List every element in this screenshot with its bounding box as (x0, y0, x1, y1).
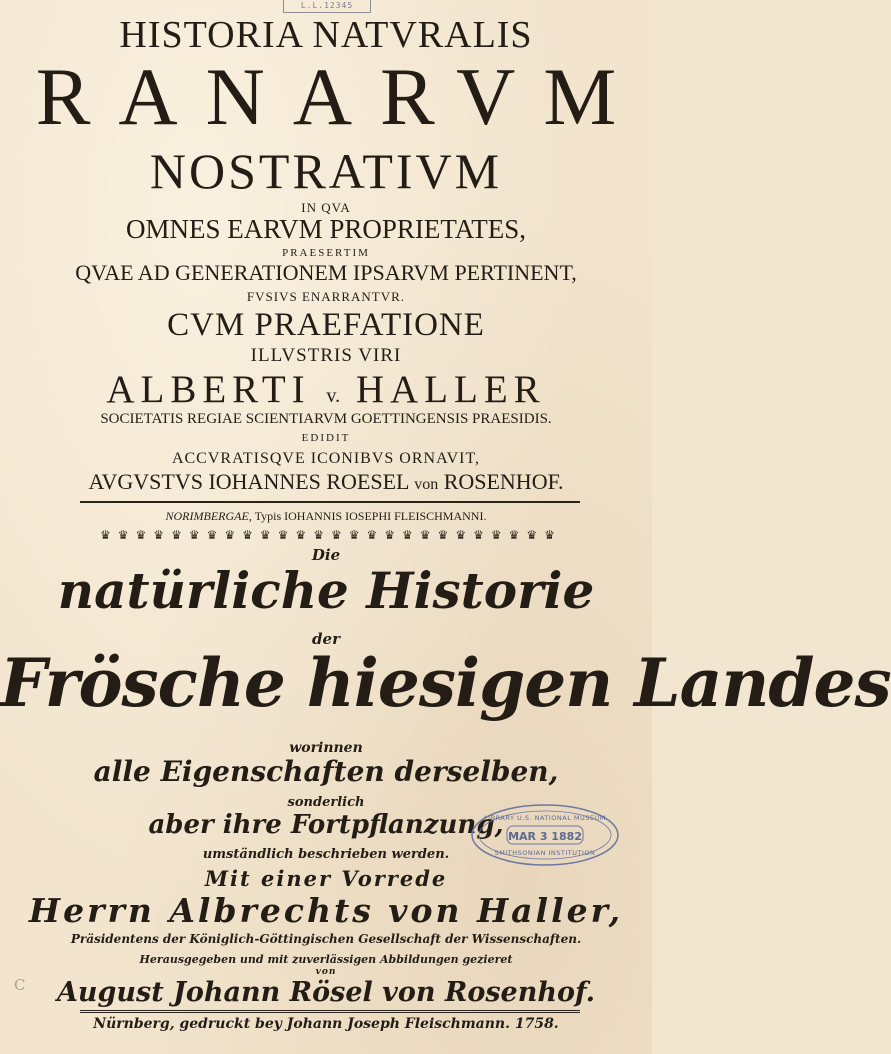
crown-ornament-icon: ♛ (100, 528, 111, 542)
latin-fusius-line: FVSIVS ENARRANTVR. (246, 289, 406, 304)
german-worinnen: worinnen (289, 740, 363, 756)
library-stamp-bottom-text: SMITHSONIAN INSTITUTION (494, 849, 596, 857)
crown-ornament-icon: ♛ (153, 528, 165, 542)
german-haller-line: Herrn Albrechts von Haller, (28, 891, 624, 930)
german-von: von (315, 967, 337, 977)
latin-imprint-typis: Typis (254, 509, 282, 523)
latin-in-qua: IN QVA (301, 200, 351, 215)
crown-ornament-icon: ♛ (402, 528, 413, 542)
latin-societatis-line: SOCIETATIS REGIAE SCIENTIARVM GOETTINGENSIS PRAESIDIS. (100, 411, 552, 427)
crown-ornament-icon: ♛ (490, 528, 502, 542)
latin-alberti: ALBERTI (106, 368, 311, 411)
crown-ornament-icon: ♛ (473, 528, 484, 542)
crown-ornament-icon: ♛ (330, 528, 342, 542)
latin-edidit: EDIDIT (301, 432, 351, 444)
latin-haller: HALLER (355, 368, 546, 411)
german-title-line-1: natürliche Historie (57, 561, 595, 620)
german-sonderlich: sonderlich (287, 795, 365, 810)
crown-ornament-icon: ♛ (437, 528, 449, 542)
german-herausgegeben-line: Herausgegeben und mit zuverlässigen Abbildungen gezieret (139, 953, 513, 966)
german-eigenschaften-line: alle Eigenschaften derselben, (93, 755, 559, 788)
german-fortpflanzung-line: aber ihre Fortpflanzung, (148, 810, 504, 840)
latin-imprint-city: NORIMBERGAE, (165, 509, 252, 523)
crown-ornament-icon: ♛ (526, 528, 538, 542)
latin-illustris-line: ILLVSTRIS VIRI (250, 345, 402, 366)
crown-ornament-icon: ♛ (117, 528, 129, 542)
latin-praefatione-line: CVM PRAEFATIONE (167, 307, 485, 343)
german-umstaendlich-line: umständlich beschrieben werden. (202, 847, 450, 862)
crown-ornament-icon: ♛ (419, 528, 431, 542)
crown-ornament-icon: ♛ (313, 528, 324, 542)
latin-author-name: AVGVSTVS IOHANNES ROESEL (88, 469, 409, 494)
crown-ornament-icon: ♛ (188, 528, 200, 542)
latin-title-line-1: HISTORIA NATVRALIS (119, 14, 533, 56)
library-stamp (469, 802, 621, 868)
latin-imprint (0, 510, 652, 522)
crown-ornament-icon: ♛ (508, 528, 520, 542)
latin-praesertim: PRAESERTIM (282, 247, 370, 259)
latin-haller-line (0, 370, 652, 409)
german-praesidentens-line: Präsidentens der Königlich-Göttingischen Gesellschaft der Wissenschaften. (70, 932, 582, 946)
latin-title-line-3: NOSTRATIVM (149, 143, 503, 199)
crown-ornament-icon: ♛ (135, 528, 147, 542)
pencil-mark: C (14, 976, 26, 994)
german-author-line: August Johann Rösel von Rosenhof. (56, 977, 596, 1008)
german-vorrede-line: Mit einer Vorrede (204, 866, 448, 891)
latin-v: v. (326, 385, 341, 407)
crown-ornament-icon: ♛ (295, 528, 307, 542)
german-der: der (312, 630, 340, 648)
latin-omnes-line: OMNES EARVM PROPRIETATES, (126, 214, 526, 244)
crown-ornament-icon: ♛ (366, 528, 378, 542)
latin-quae-line: QVAE AD GENERATIONEM IPSARVM PERTINENT, (75, 260, 577, 285)
latin-accuratisque-line: ACCVRATISQVE ICONIBVS ORNAVIT, (171, 450, 481, 467)
crown-ornament-icon: ♛ (224, 528, 236, 542)
crown-ornament-icon: ♛ (171, 528, 182, 542)
crown-ornament-icon: ♛ (277, 528, 289, 542)
library-stamp-top-text: LIBRARY U.S. NATIONAL MUSEUM (484, 814, 606, 822)
crown-ornament-icon: ♛ (544, 528, 555, 542)
crown-ornament-icon: ♛ (455, 528, 467, 542)
crown-ornament-icon: ♛ (206, 528, 218, 542)
latin-author-von: von (414, 476, 439, 493)
latin-imprint-printer: IOHANNIS IOSEPHI FLEISCHMANNI. (284, 509, 487, 523)
library-stamp-date: MAR 3 1882 (508, 830, 582, 843)
german-title-line-2: Frösche hiesigen Landes (0, 644, 891, 722)
crown-ornament-icon: ♛ (259, 528, 271, 542)
crown-ornament-border (100, 528, 555, 542)
accession-stamp: L.L.12345 (283, 0, 371, 13)
german-die: Die (311, 546, 341, 564)
divider-rule-2 (80, 1010, 580, 1013)
latin-title-line-2: RANARVM (35, 51, 645, 142)
crown-ornament-icon: ♛ (242, 528, 253, 542)
crown-ornament-icon: ♛ (384, 528, 396, 542)
crown-ornament-icon: ♛ (348, 528, 360, 542)
latin-author-line (0, 471, 652, 493)
german-imprint: Nürnberg, gedruckt bey Johann Joseph Fleischmann. 1758. (93, 1016, 559, 1032)
latin-author-rosenhof: ROSENHOF. (443, 469, 564, 494)
divider-rule-1 (80, 501, 580, 503)
